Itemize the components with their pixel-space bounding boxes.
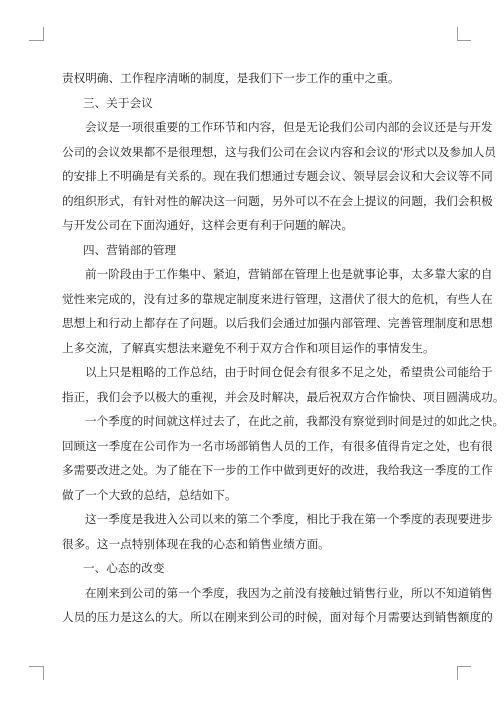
section-heading: 一、心态的改变 (83, 561, 165, 575)
paragraph-line: 回顾这一季度在公司作为一名市场部销售人员的工作，有很多值得肯定之处，也有很 (62, 438, 493, 453)
crop-mark-bottom-right-v (457, 666, 458, 680)
crop-mark-top-left-v (43, 27, 44, 41)
crop-mark-top-right-h (457, 40, 471, 41)
paragraph-line: 的组织形式，有针对性的解决这一问题，另外可以不在会上提议的问题，我们会积极 (62, 193, 493, 208)
paragraph-line: 很多。这一点特别体现在我的心态和销售业绩方面。 (62, 536, 330, 551)
paragraph-line: 前一阶段由于工作集中、紧迫，营销部在管理上也是就事论事，太多靠大家的自 (85, 267, 493, 281)
crop-mark-bottom-left-h (29, 666, 43, 667)
paragraph-line: 这一季度是我进入公司以来的第二个季度，相比于我在第一个季度的表现要进步 (85, 512, 493, 526)
section-heading: 三、关于会议 (83, 95, 153, 110)
crop-mark-bottom-left-v (43, 666, 44, 680)
paragraph-line: 的安排上不明确是有关系的。现在我们想通过专题会议、领导层会议和大会议等不同 (62, 169, 493, 183)
section-heading: 四、营销部的管理 (83, 242, 177, 257)
paragraph-line: 会议是一项很重要的工作环节和内容，但是无论我们公司内部的会议还是与开发 (85, 120, 493, 134)
paragraph-line: 人员的压力是这么的大。所以在刚来到公司的时候，面对每个月需要达到销售额度的 (62, 610, 493, 624)
paragraph-line: 一个季度的时间就这样过去了，在此之前，我都没有察觉到时间是过的如此之快。 (85, 414, 504, 428)
crop-mark-top-right-v (457, 27, 458, 41)
paragraph-line: 觉性来完成的，没有过多的靠规定制度来进行管理，这潜伏了很大的危机，有些人在 (62, 291, 493, 306)
paragraph-line: 责权明确、工作程序清晰的制度，是我们下一步工作的重中之重。 (62, 71, 400, 85)
paragraph-line: 在刚来到公司的第一个季度，我因为之前没有接触过销售行业，所以不知道销售 (85, 585, 493, 600)
document-body (62, 66, 504, 630)
paragraph-line: 做了一个大致的总结，总结如下。 (62, 487, 237, 502)
paragraph-line: 与开发公司在下面沟通好，这样会更有利于问题的解决。 (62, 218, 354, 232)
paragraph-line: 以上只是粗略的工作总结，由于时间仓促会有很多不足之处，希望贵公司能给于 (85, 365, 493, 379)
paragraph-line: 公司的会议效果都不是很理想，这与我们公司在会议内容和会议的'形式以及参加人员 (62, 144, 497, 159)
paragraph-line: 上多交流，了解真实想法来避免不利于双方合作和项目运作的事情发生。 (62, 340, 435, 355)
paragraph-line: 思想上和行动上都存在了问题。以后我们会通过加强内部管理、完善管理制度和思想 (62, 316, 493, 330)
paragraph-line: 指正，我们会予以极大的重视，并会及时解决，最后祝双方合作愉快、项目圆满成功。 (62, 389, 504, 404)
crop-mark-bottom-right-h (457, 666, 471, 667)
paragraph-line: 多需要改进之处。为了能在下一步的工作中做到更好的改进，我给我这一季度的工作 (62, 463, 493, 477)
crop-mark-top-left-h (29, 40, 43, 41)
